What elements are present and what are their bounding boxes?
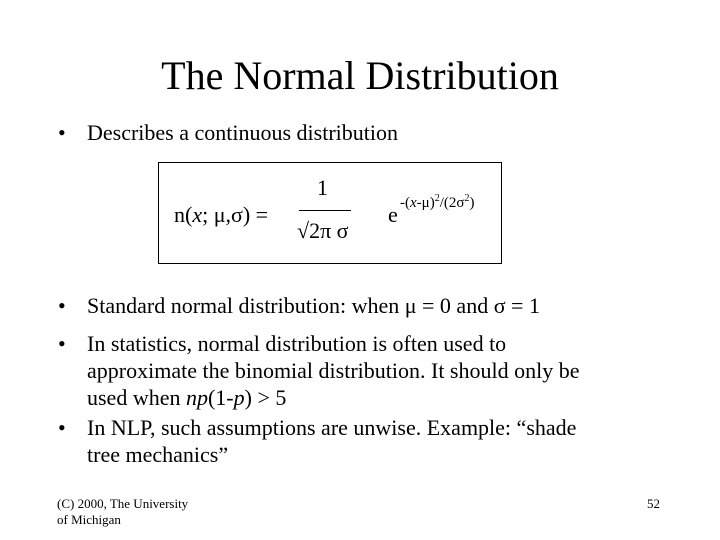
bullet-text: Standard normal distribution: when μ = 0 and σ = 1 — [87, 293, 540, 318]
exponent-close: ) — [469, 195, 475, 211]
line3-mid: (1- — [207, 385, 234, 410]
formula-exponent — [400, 194, 474, 212]
line3-suffix: ) > 5 — [244, 385, 287, 410]
bullet-text-line — [87, 384, 580, 411]
bullet-marker: • — [58, 415, 66, 440]
exponent-prefix: -( — [400, 195, 410, 211]
exponent-minus-mu: -μ) — [416, 195, 435, 211]
page-number: 52 — [647, 496, 660, 511]
exponent-div: /(2σ — [439, 195, 465, 211]
formula-lhs-params: ; μ,σ) = — [202, 202, 269, 227]
formula-lhs — [174, 202, 268, 228]
copyright-line: of Michigan — [57, 512, 121, 527]
slide-title: The Normal Distribution — [161, 53, 559, 98]
np-term: np — [185, 385, 208, 410]
copyright-line: (C) 2000, The University — [57, 496, 189, 511]
bullet-text — [87, 414, 576, 468]
bullet-marker: • — [58, 331, 66, 356]
bullet-text: Describes a continuous distribution — [87, 120, 399, 145]
bullet-text-line: approximate the binomial distribution. It should only be — [87, 358, 580, 383]
exponent-square-1: 2 — [434, 193, 440, 204]
footer-copyright — [57, 496, 227, 528]
line3-prefix: used when — [87, 385, 186, 410]
formula-box — [158, 162, 502, 264]
bullet-text-line: tree mechanics” — [87, 442, 229, 467]
formula-denominator: √2π σ — [297, 218, 349, 243]
fraction-bar — [299, 210, 351, 211]
p-term: p — [233, 385, 245, 410]
bullet-text-line: In NLP, such assumptions are unwise. Example: “shade — [87, 415, 577, 440]
bullet-marker: • — [58, 120, 66, 145]
bullet-text — [87, 330, 580, 411]
formula-base-e: e — [388, 202, 398, 227]
exponent-square-2: 2 — [464, 193, 470, 204]
formula-x-var: x — [192, 202, 203, 227]
bullet-text-line: In statistics, normal distribution is often used to — [87, 331, 507, 356]
formula-lhs-prefix: n( — [174, 202, 193, 227]
bullet-marker: • — [58, 293, 66, 318]
exponent-x: x — [410, 195, 417, 211]
formula-numerator: 1 — [317, 175, 328, 200]
